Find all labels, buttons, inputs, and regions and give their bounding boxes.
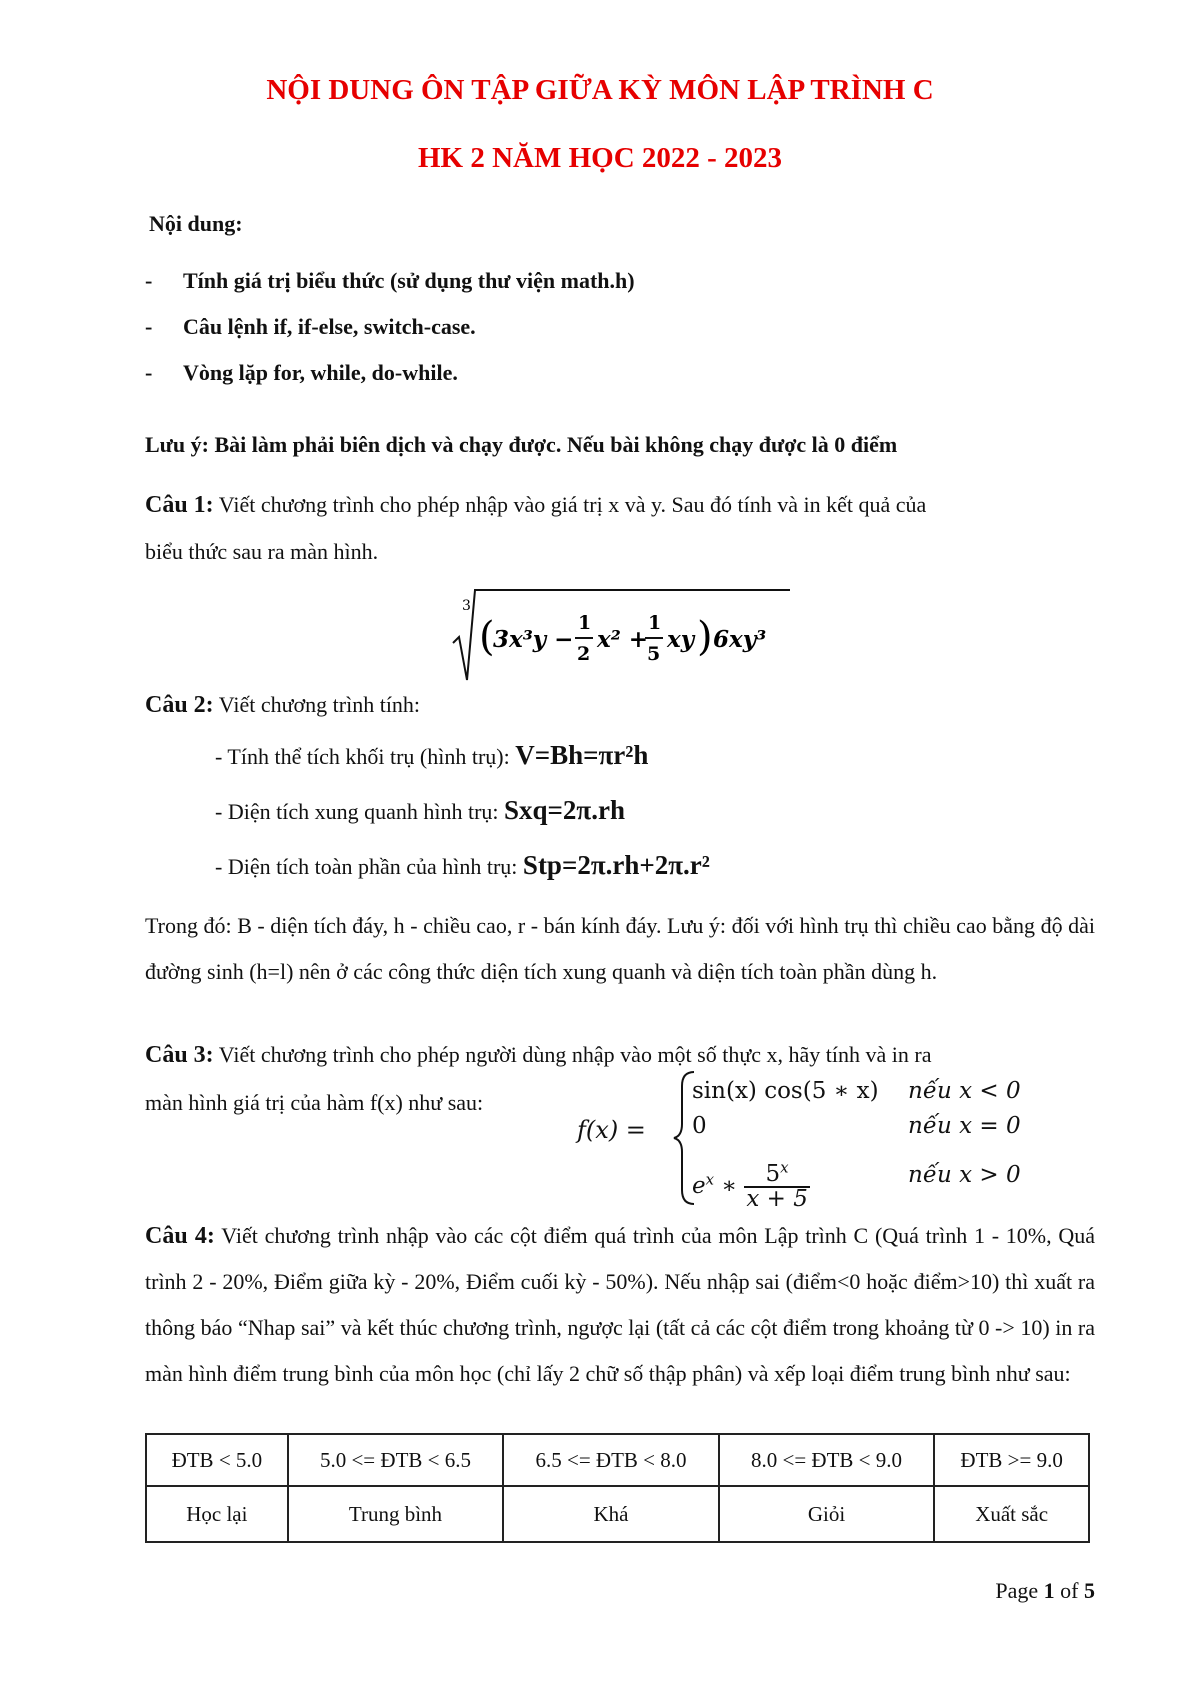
title-line-1: NỘI DUNG ÔN TẬP GIỮA KỲ MÔN LẬP TRÌNH C: [266, 74, 934, 106]
range-cell: ĐTB >= 9.0: [934, 1434, 1089, 1486]
svg-text:(: (: [479, 614, 495, 660]
case-3-numerator: 5$^x$: [765, 1158, 789, 1187]
note: Lưu ý: Bài làm phải biên dịch và chạy được. Nếu bài không chạy được là 0 điểm: [145, 432, 898, 457]
grade-table: [145, 1433, 1090, 1543]
grade-cell: Giỏi: [719, 1486, 935, 1542]
q2-item-text: - Diện tích xung quanh hình trụ:: [215, 799, 505, 824]
case-2-cond: nếu x = 0: [908, 1113, 1021, 1139]
bullet-marker: -: [145, 360, 153, 385]
question-1-text-cont: biểu thức sau ra màn hình.: [145, 539, 379, 564]
grade-cell: Trung bình: [288, 1486, 504, 1542]
cube-root-formula: [445, 585, 795, 685]
case-3-denominator: x + 5: [746, 1186, 808, 1212]
range-cell: 6.5 <= ĐTB < 8.0: [503, 1434, 719, 1486]
q2-item-volume: [215, 740, 648, 772]
page-current: 1: [1043, 1578, 1055, 1603]
page-number: [995, 1576, 1095, 1606]
case-1-expr: sin(x) cos(5 ∗ x): [692, 1078, 879, 1104]
svg-text:3x³y −: 3x³y −: [493, 626, 574, 653]
question-4-text: Viết chương trình nhập vào các cột điểm quá trình của môn Lập trình C (Quá trình 1 - 10%, Quá trình 2 - 20%, Điểm giữa kỳ - 20%, Điểm cuối kỳ - 50%). Nếu nhập sai (điểm<0 hoặc điểm>10) thì xuất ra thông báo “Nhap sai” và kết thúc chương trình, ngược lại (tất cả các cột điểm trong khoảng từ 0 -> 10) in ra màn hình điểm trung bình của môn học (chỉ lấy 2 chữ số thập phân) và xếp loại điểm trung bình như sau:: [145, 1223, 1096, 1386]
bullet-item: Vòng lặp for, while, do-while.: [183, 360, 458, 385]
question-3-label: Câu 3:: [145, 1042, 214, 1068]
case-2-expr: 0: [692, 1113, 707, 1139]
question-4: [145, 1213, 1095, 1397]
q2-item-total-area: [215, 850, 710, 882]
bullet-item: Tính giá trị biểu thức (sử dụng thư viện math.h): [183, 268, 635, 293]
svg-text:): ): [697, 614, 713, 660]
svg-text:xy: xy: [667, 626, 695, 653]
grade-range-row: [146, 1434, 1089, 1486]
volume-formula: V=Bh=πr²h: [515, 740, 649, 770]
lateral-area-formula: Sxq=2π.rh: [504, 795, 625, 825]
svg-text:1: 1: [578, 612, 592, 634]
page-word: Page: [995, 1578, 1039, 1603]
range-cell: ĐTB < 5.0: [146, 1434, 288, 1486]
svg-text:5: 5: [647, 643, 661, 665]
case-1-cond: nếu x < 0: [908, 1078, 1021, 1104]
of-word: of: [1060, 1578, 1079, 1603]
svg-text:3: 3: [462, 598, 471, 614]
question-1-label: Câu 1:: [145, 492, 214, 518]
question-3-text: Viết chương trình cho phép người dùng nhập vào một số thực x, hãy tính và in ra: [218, 1042, 932, 1067]
svg-text:1: 1: [648, 612, 662, 634]
q2-item-lateral-area: [215, 795, 625, 827]
svg-text:6xy³: 6xy³: [713, 626, 767, 653]
svg-text:x² +: x² +: [597, 626, 649, 653]
question-4-label: Câu 4:: [145, 1223, 215, 1249]
svg-text:2: 2: [577, 643, 591, 665]
question-1-text: Viết chương trình cho phép nhập vào giá trị x và y. Sau đó tính và in kết quả của: [218, 492, 927, 517]
case-3-expr: [692, 1158, 810, 1212]
question-3: [145, 1040, 1095, 1070]
question-2: [145, 690, 420, 720]
bullet-marker: -: [145, 314, 153, 339]
q2-explanation: Trong đó: B - diện tích đáy, h - chiều cao, r - bán kính đáy. Lưu ý: đối với hình trụ thì chiều cao bằng độ dài đường sinh (h=l) nên ở các công thức diện tích xung quanh và diện tích toàn phần dùng h.: [145, 913, 1095, 984]
range-cell: 8.0 <= ĐTB < 9.0: [719, 1434, 935, 1486]
question-2-text: Viết chương trình tính:: [218, 692, 421, 717]
title-line-2: HK 2 NĂM HỌC 2022 - 2023: [417, 142, 783, 174]
question-1: [145, 490, 1095, 520]
grade-cell: Xuất sắc: [934, 1486, 1089, 1542]
grade-cell: Khá: [503, 1486, 719, 1542]
total-area-formula: Stp=2π.rh+2π.r²: [522, 850, 710, 880]
range-cell: 5.0 <= ĐTB < 6.5: [288, 1434, 504, 1486]
content-heading: Nội dung:: [149, 211, 243, 236]
grade-label-row: [146, 1486, 1089, 1542]
case-3-fraction: [744, 1158, 810, 1212]
bullet-marker: -: [145, 268, 153, 293]
q2-item-text: - Diện tích toàn phần của hình trụ:: [215, 854, 523, 879]
q2-item-text: - Tính thể tích khối trụ (hình trụ):: [215, 744, 516, 769]
question-2-label: Câu 2:: [145, 692, 214, 718]
fx-label: f(x) =: [577, 1116, 646, 1144]
bullet-item: Câu lệnh if, if-else, switch-case.: [183, 314, 476, 339]
question-3-text-cont: màn hình giá trị của hàm f(x) như sau:: [145, 1090, 484, 1115]
page-total: 5: [1084, 1578, 1095, 1603]
case-3-cond: nếu x > 0: [908, 1162, 1021, 1188]
case-3-exp-term: $e^x$ ∗: [692, 1170, 745, 1199]
grade-cell: Học lại: [146, 1486, 288, 1542]
